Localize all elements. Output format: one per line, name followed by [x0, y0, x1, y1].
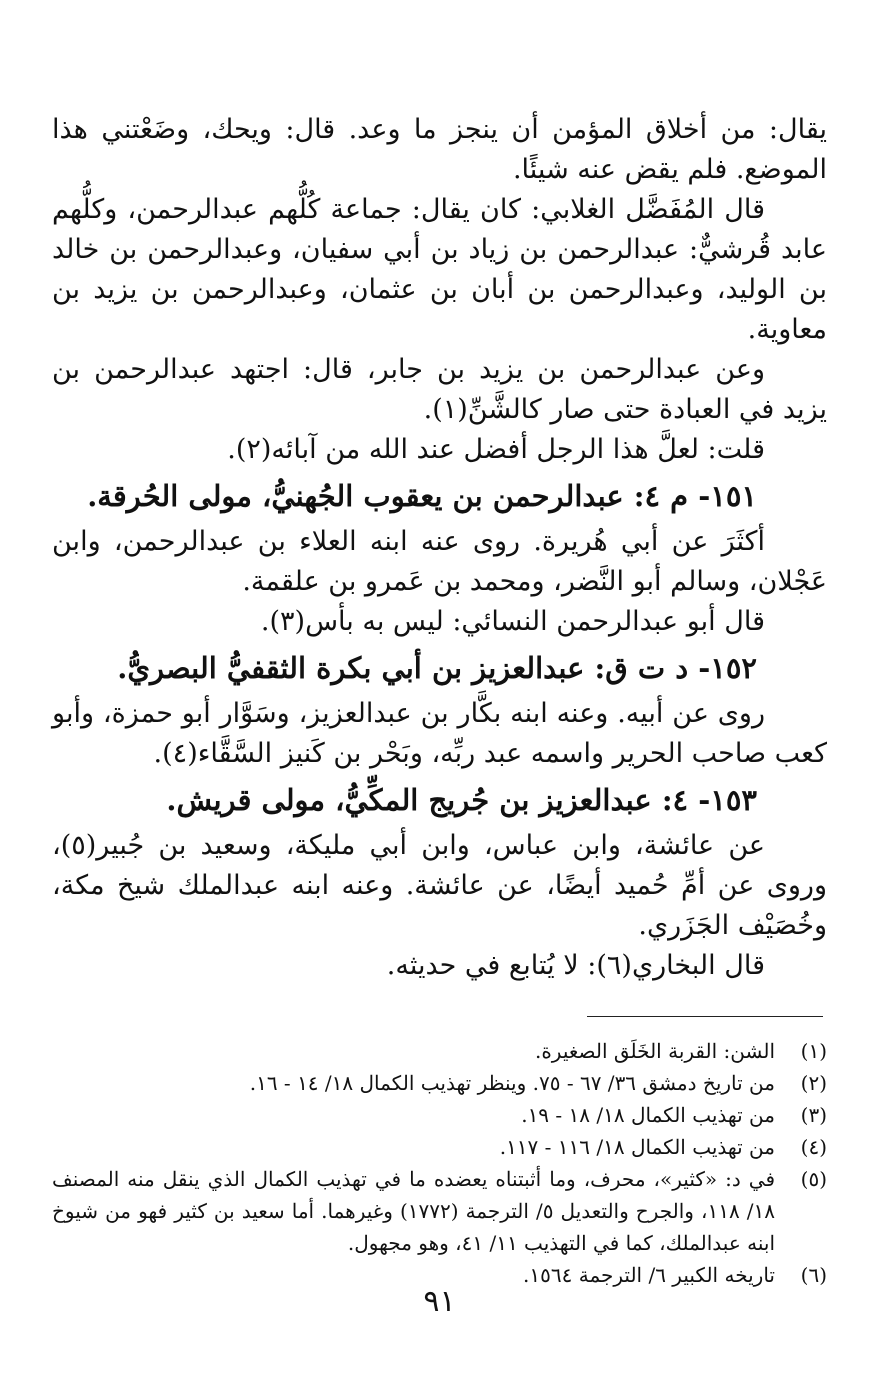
footnote-text: تاريخه الكبير ٦/ الترجمة ١٥٦٤.	[523, 1263, 775, 1287]
entry-heading-152: ١٥٢- د ت ق: عبدالعزيز بن أبي بكرة الثقفيُّ البصريُّ.	[117, 651, 757, 685]
footnote-number: (١)	[800, 1039, 827, 1063]
paragraph: قال أبو عبدالرحمن النسائي: ليس به بأس(٣).	[260, 606, 765, 637]
footnote-number: (٣)	[800, 1103, 827, 1127]
footnote	[52, 1099, 827, 1131]
footnote-number: (٢)	[800, 1071, 827, 1095]
footnote-number: (٤)	[800, 1135, 827, 1159]
footnote	[52, 1131, 827, 1163]
entry-heading-153: ١٥٣- ٤: عبدالعزيز بن جُريج المكِّيُّ، مولى قريش.	[166, 783, 757, 817]
footnote	[52, 1035, 827, 1067]
footnote-number: (٥)	[800, 1167, 827, 1191]
paragraph: قال المُفَضَّل الغلابي: كان يقال: جماعة كُلُّهم عبدالرحمن، وكلُّهم عابد قُرشيٌّ: عبدالرحمن بن زياد بن أبي سفيان، وعبدالرحمن بن خالد بن الوليد، وعبدالرحمن بن أبان بن عثمان، وعبدالرحمن بن يزيد بن معاوية.	[52, 194, 827, 345]
paragraph: روى عن أبيه. وعنه ابنه بكَّار بن عبدالعزيز، وسَوَّار أبو حمزة، وأبو كعب صاحب الحرير واسمه عبد ربِّه، وبَحْر بن كَنيز السَّقَّاء(٤).	[52, 698, 827, 769]
footnote-text: في د: «كثير»، محرف، وما أثبتناه يعضده ما في تهذيب الكمال الذي ينقل منه المصنف ١٨/ ١١٨، والجرح والتعديل ٥/ الترجمة (١٧٧٢) وغيرهما. أما سعيد بن كثير فهو من شيوخ ابنه عبدالملك، كما في التهذيب ١١/ ٤١، وهو مجهول.	[52, 1167, 775, 1255]
paragraph: قلت: لعلَّ هذا الرجل أفضل عند الله من آبائه(٢).	[227, 434, 765, 465]
footnote-text: من تاريخ دمشق ٣٦/ ٦٧ - ٧٥. وينظر تهذيب الكمال ١٨/ ١٤ - ١٦.	[249, 1071, 775, 1095]
footnote-divider	[587, 1016, 823, 1017]
page-number: ٩١	[423, 1284, 456, 1319]
footnotes	[52, 1035, 827, 1291]
paragraph: قال البخاري(٦): لا يُتابع في حديثه.	[386, 950, 765, 981]
footnote-number: (٦)	[800, 1263, 827, 1287]
entry-heading-151: ١٥١- م ٤: عبدالرحمن بن يعقوب الجُهنيُّ، مولى الحُرقة.	[87, 479, 757, 513]
main-text	[52, 110, 827, 986]
footnote-text: الشن: القربة الخَلَق الصغيرة.	[534, 1039, 775, 1063]
footnote-text: من تهذيب الكمال ١٨/ ١٨ - ١٩.	[521, 1103, 775, 1127]
paragraph: أكثَرَ عن أبي هُريرة. روى عنه ابنه العلاء بن عبدالرحمن، وابن عَجْلان، وسالم أبو النَّضر، ومحمد بن عَمرو بن علقمة.	[52, 526, 827, 597]
footnote-text: من تهذيب الكمال ١٨/ ١١٦ - ١١٧.	[499, 1135, 775, 1159]
footnote	[52, 1163, 827, 1259]
paragraph: وعن عبدالرحمن بن يزيد بن جابر، قال: اجتهد عبدالرحمن بن يزيد في العبادة حتى صار كالشَّنِّ(١).	[52, 354, 827, 425]
footnote	[52, 1067, 827, 1099]
paragraph: يقال: من أخلاق المؤمن أن ينجز ما وعد. قال: ويحك، وضَعْتني هذا الموضع. فلم يقض عنه شيئًا.	[52, 114, 827, 185]
paragraph: عن عائشة، وابن عباس، وابن أبي مليكة، وسعيد بن جُبير(٥)، وروى عن أمِّ حُميد أيضًا، عن عائشة. وعنه ابنه عبدالملك شيخ مكة، وخُصَيْف الجَزَري.	[52, 830, 827, 941]
